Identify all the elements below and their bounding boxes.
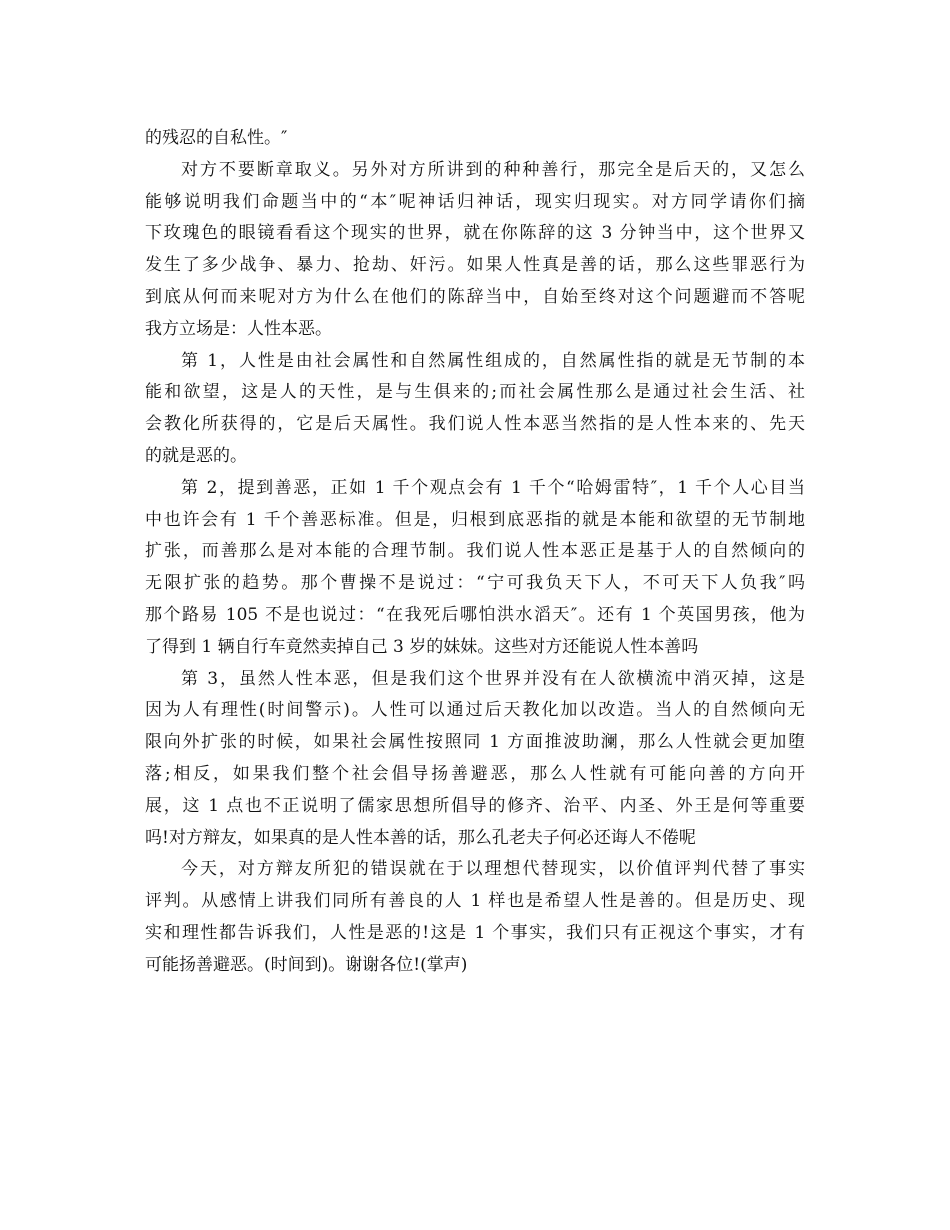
text-line: 实和理性都告诉我们，人性是恶的!这是 1 个事实，我们只有正视这个事实，才有 <box>145 922 805 943</box>
text-line: 会教化所获得的，它是后天属性。我们说人性本恶当然指的是人性本来的、先天 <box>145 414 805 435</box>
document-body <box>145 123 805 982</box>
text-line: 限向外扩张的时候，如果社会属性按照同 1 方面推波助澜，那么人性就会更加堕 <box>145 732 805 753</box>
text-line: 今天，对方辩友所犯的错误就在于以理想代替现实，以价值评判代替了事实 <box>181 859 805 880</box>
text-line: 展，这 1 点也不正说明了儒家思想所倡导的修齐、治平、内圣、外王是何等重要 <box>145 795 805 816</box>
text-line: 对方不要断章取义。另外对方所讲到的种种善行，那完全是后天的，又怎么 <box>181 159 805 180</box>
text-line: 扩张，而善那么是对本能的合理节制。我们说人性本恶正是基于人的自然倾向的 <box>145 541 805 562</box>
text-line: 下玫瑰色的眼镜看看这个现实的世界，就在你陈辞的这 3 分钟当中，这个世界又 <box>145 223 805 244</box>
text-line: 无限扩张的趋势。那个曹操不是说过：“宁可我负天下人，不可天下人负我″吗 <box>145 573 805 594</box>
paragraph-2 <box>145 155 805 346</box>
text-line: 我方立场是：人性本恶。 <box>145 318 332 339</box>
text-line: 的残忍的自私性。″ <box>145 128 288 148</box>
paragraph-1 <box>145 123 805 155</box>
text-line: 能和欲望，这是人的天性，是与生俱来的;而社会属性那么是通过社会生活、社 <box>145 382 805 403</box>
text-line: 第 1，人性是由社会属性和自然属性组成的，自然属性指的就是无节制的本 <box>181 350 805 371</box>
text-line: 第 2，提到善恶，正如 1 千个观点会有 1 千个“哈姆雷特″，1 千个人心目当 <box>181 477 805 498</box>
text-line: 的就是恶的。 <box>145 445 247 466</box>
text-line: 第 3，虽然人性本恶，但是我们这个世界并没有在人欲横流中消灭掉，这是 <box>181 668 805 689</box>
text-line: 能够说明我们命题当中的“本″呢神话归神话，现实归现实。对方同学请你们摘 <box>145 191 805 212</box>
text-line: 评判。从感情上讲我们同所有善良的人 1 样也是希望人性是善的。但是历史、现 <box>145 891 805 912</box>
text-line: 到底从何而来呢对方为什么在他们的陈辞当中，自始至终对这个问题避而不答呢 <box>145 286 805 307</box>
text-line: 了得到 1 辆自行车竟然卖掉自己 3 岁的妹妹。这些对方还能说人性本善吗 <box>145 636 699 657</box>
text-line: 吗!对方辩友，如果真的是人性本善的话，那么孔老夫子何必还诲人不倦呢 <box>145 827 696 848</box>
text-line: 中也许会有 1 千个善恶标准。但是，归根到底恶指的就是本能和欲望的无节制地 <box>145 509 805 530</box>
text-line: 因为人有理性(时间警示)。人性可以通过后天教化加以改造。当人的自然倾向无 <box>145 700 805 721</box>
text-line: 落;相反，如果我们整个社会倡导扬善避恶，那么人性就有可能向善的方向开 <box>145 763 805 784</box>
text-line: 可能扬善避恶。(时间到)。谢谢各位!(掌声) <box>145 954 468 975</box>
text-line: 那个路易 105 不是也说过：“在我死后哪怕洪水滔天″。还有 1 个英国男孩，他为 <box>145 604 805 625</box>
paragraph-6 <box>145 854 805 981</box>
paragraph-3 <box>145 346 805 473</box>
paragraph-4 <box>145 473 805 664</box>
paragraph-5 <box>145 664 805 855</box>
text-line: 发生了多少战争、暴力、抢劫、奸污。如果人性真是善的话，那么这些罪恶行为 <box>145 255 805 276</box>
